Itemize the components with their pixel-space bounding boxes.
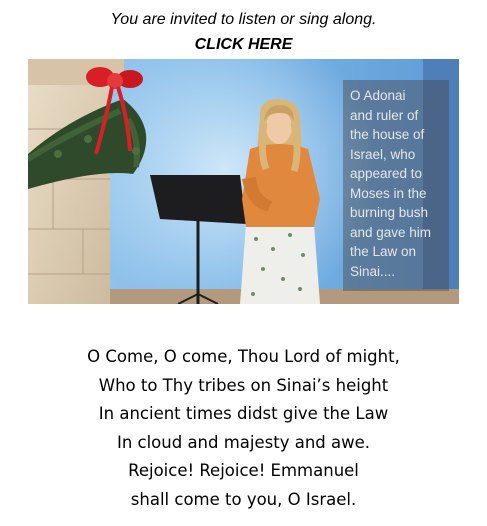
overlay-caption: O Adonai and ruler of the house of Israel, who appeared to Moses in the burning bush and gave him the Law on Sinai.... [343,80,449,291]
lyric-line: O Come, O come, Thou Lord of might, [87,347,400,366]
lyric-line: Rejoice! Rejoice! Emmanuel [128,461,359,481]
lyric-line: In ancient times didst give the Law [98,404,389,424]
hymn-lyrics [0,343,487,515]
video-thumbnail[interactable] [28,59,459,304]
lyric-line: In cloud and majesty and awe. [116,432,371,452]
lyric-line: Who to Thy tribes on Sinai’s height [98,375,389,395]
invite-text: You are invited to listen or sing along. [110,11,377,28]
click-here-link[interactable]: CLICK HERE [194,36,293,53]
lyric-line: shall come to you, O Israel. [130,489,357,509]
